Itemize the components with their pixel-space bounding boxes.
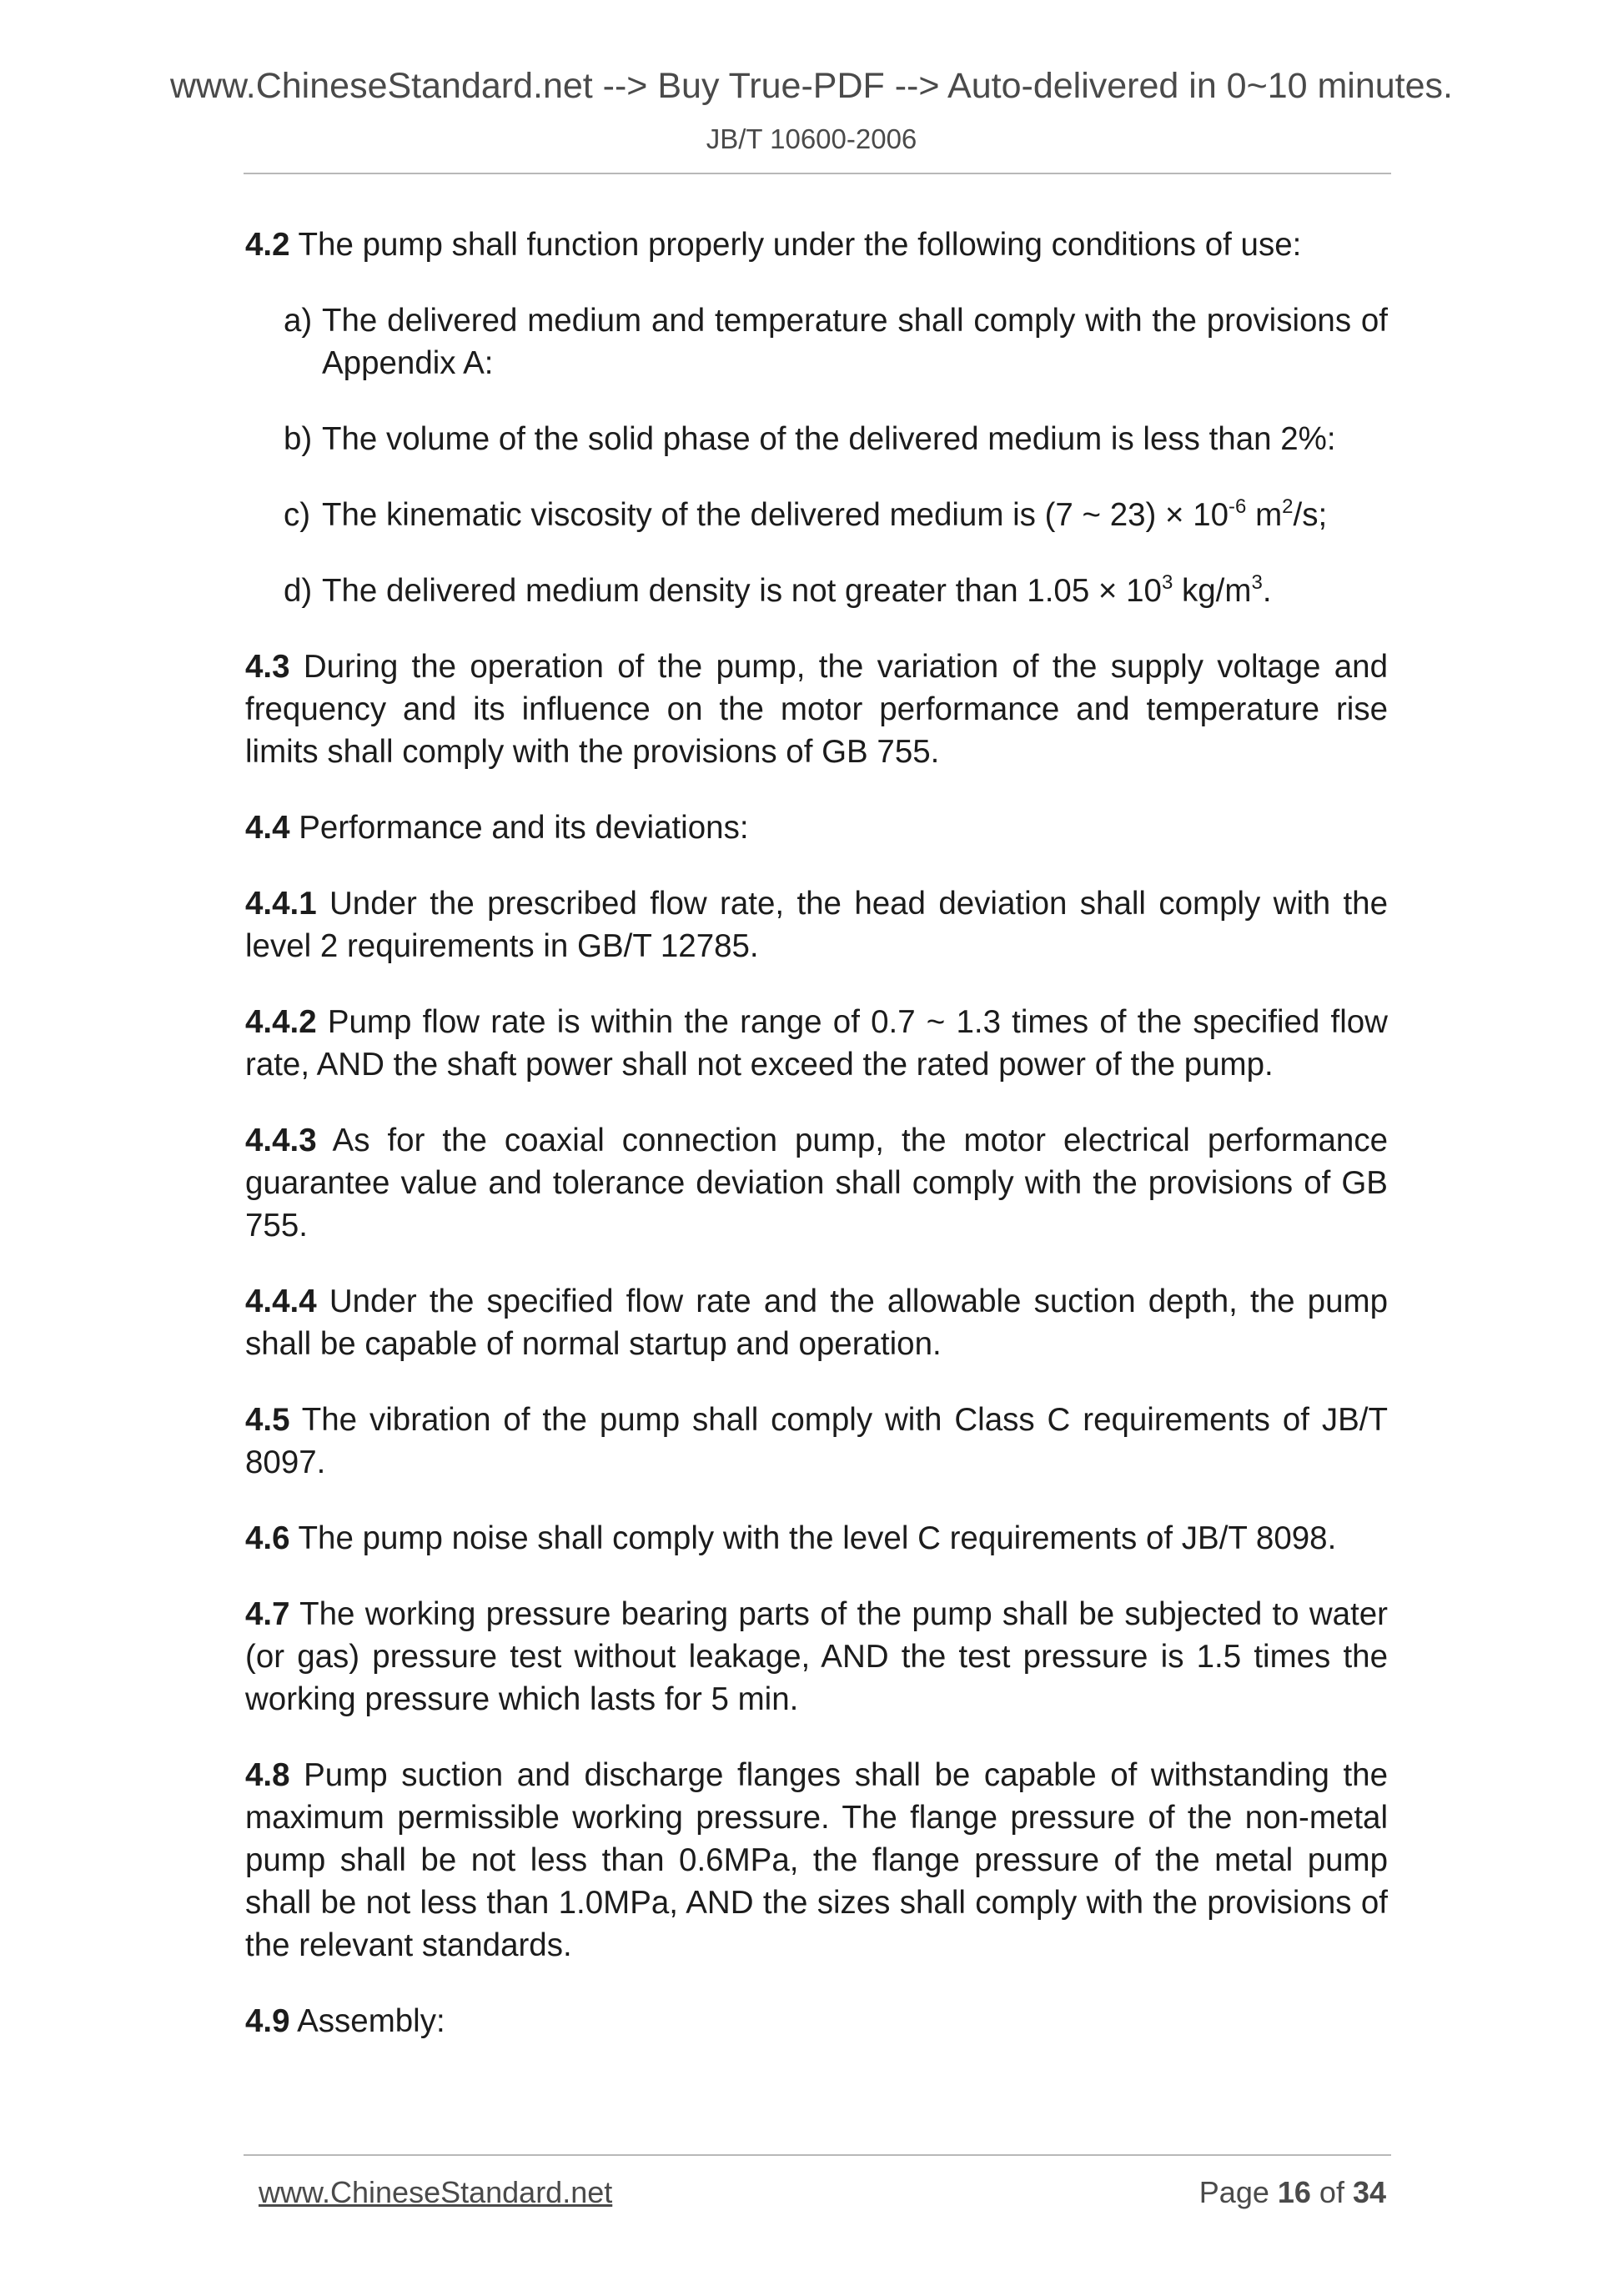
clause-text: The pump noise shall comply with the level C requirements of JB/T 8098.: [289, 1520, 1337, 1556]
page-header: [0, 65, 1623, 155]
clause-4-8: [245, 1754, 1388, 1967]
footer-divider: [244, 2154, 1391, 2156]
clause-number: 4.5: [245, 1402, 290, 1438]
clause-4-4-2: [245, 1001, 1388, 1086]
page-indicator: Page 16 of 34: [1198, 2175, 1386, 2209]
clause-number: 4.4.2: [245, 1004, 317, 1040]
list-text: The delivered medium density is not greater than $1.05 \times 10^3$ $kg/m^3$.: [322, 571, 1272, 609]
clause-4-5: [245, 1399, 1388, 1484]
exponent: 2: [1282, 495, 1294, 518]
page-footer: [259, 2175, 1386, 2210]
clause-4-3: [245, 646, 1388, 773]
list-marker: d): [284, 573, 313, 609]
clause-4-4: [245, 806, 1388, 849]
clause-4-2: [245, 224, 1388, 266]
exponent: -6: [1229, 495, 1247, 518]
document-number: JB/T 10600-2006: [706, 123, 917, 154]
exponent: 3: [1251, 571, 1263, 594]
clause-number: 4.8: [245, 1757, 290, 1793]
clause-text: Performance and its deviations:: [289, 810, 749, 846]
clause-text: Under the prescribed flow rate, the head deviation shall comply with the level 2 requirements in GB/T 12785.: [245, 886, 1388, 964]
clause-number: 4.4.3: [245, 1123, 317, 1158]
list-text: The delivered medium and temperature shall comply with the provisions of Appendix A:: [322, 303, 1388, 381]
clause-number: 4.4.1: [245, 886, 317, 922]
clause-number: 4.3: [245, 649, 290, 685]
clause-text: During the operation of the pump, the variation of the supply voltage and frequency and its influence on the motor performance and temperature rise limits shall comply with the provisions of GB 755.: [245, 649, 1388, 770]
list-item-c: [284, 494, 1388, 536]
list-text: The kinematic viscosity of the delivered medium is (7 ~ $23) \times 10^{-6}$ $m^2/s$;: [322, 495, 1328, 533]
clause-number: 4.2: [245, 227, 290, 263]
clause-4-4-4: [245, 1280, 1388, 1365]
clause-number: 4.4.4: [245, 1284, 317, 1319]
header-divider: [244, 173, 1391, 174]
clause-4-9: [245, 2000, 1388, 2042]
current-page: 16: [1277, 2175, 1311, 2209]
clause-text: Under the specified flow rate and the allowable suction depth, the pump shall be capable of normal startup and operation.: [245, 1284, 1388, 1362]
list-text: The volume of the solid phase of the delivered medium is less than 2%:: [322, 421, 1336, 457]
exponent: 3: [1161, 571, 1173, 594]
clause-text: The working pressure bearing parts of the pump shall be subjected to water (or gas) pressure test without leakage, AND the test pressure is 1.5 times the working pressure which lasts for 5 min.: [245, 1596, 1388, 1717]
clause-text: The pump shall function properly under the following conditions of use:: [289, 227, 1302, 263]
clause-text: Pump flow rate is within the range of 0.7 ~ 1.3 times of the specified flow rate, AND the shaft power shall not exceed the rated power of the pump.: [245, 1004, 1388, 1083]
clause-4-4-3: [245, 1119, 1388, 1247]
total-pages: 34: [1352, 2175, 1386, 2209]
header-banner[interactable]: www.ChineseStandard.net --> Buy True-PDF --> Auto-delivered in 0~10 minutes.: [169, 66, 1453, 106]
footer-site-link[interactable]: www.ChineseStandard.net: [259, 2175, 613, 2209]
list-marker: b): [284, 421, 313, 457]
list-marker: c): [284, 497, 311, 533]
clause-number: 4.9: [245, 2003, 290, 2039]
clause-number: 4.4: [245, 810, 290, 846]
clause-text: Assembly:: [289, 2003, 445, 2039]
document-body: [245, 224, 1388, 2076]
list-item-a: [284, 299, 1388, 384]
list-marker: a): [284, 303, 313, 339]
clause-text: The vibration of the pump shall comply with Class C requirements of JB/T 8097.: [245, 1402, 1388, 1480]
clause-4-4-1: [245, 882, 1388, 967]
clause-4-6: [245, 1517, 1388, 1560]
clause-number: 4.7: [245, 1596, 290, 1632]
clause-number: 4.6: [245, 1520, 290, 1556]
clause-text: Pump suction and discharge flanges shall be capable of withstanding the maximum permissible working pressure. The flange pressure of the non-metal pump shall be not less than 0.6MPa, the flange pressure of the metal pump shall be not less than 1.0MPa, AND the sizes shall comply with the provisions of the relevant standards.: [245, 1757, 1388, 1963]
list-item-d: [284, 570, 1388, 612]
clause-text: As for the coaxial connection pump, the motor electrical performance guarantee value and tolerance deviation shall comply with the provisions of GB 755.: [245, 1123, 1388, 1243]
list-item-b: [284, 418, 1388, 460]
clause-4-7: [245, 1593, 1388, 1721]
